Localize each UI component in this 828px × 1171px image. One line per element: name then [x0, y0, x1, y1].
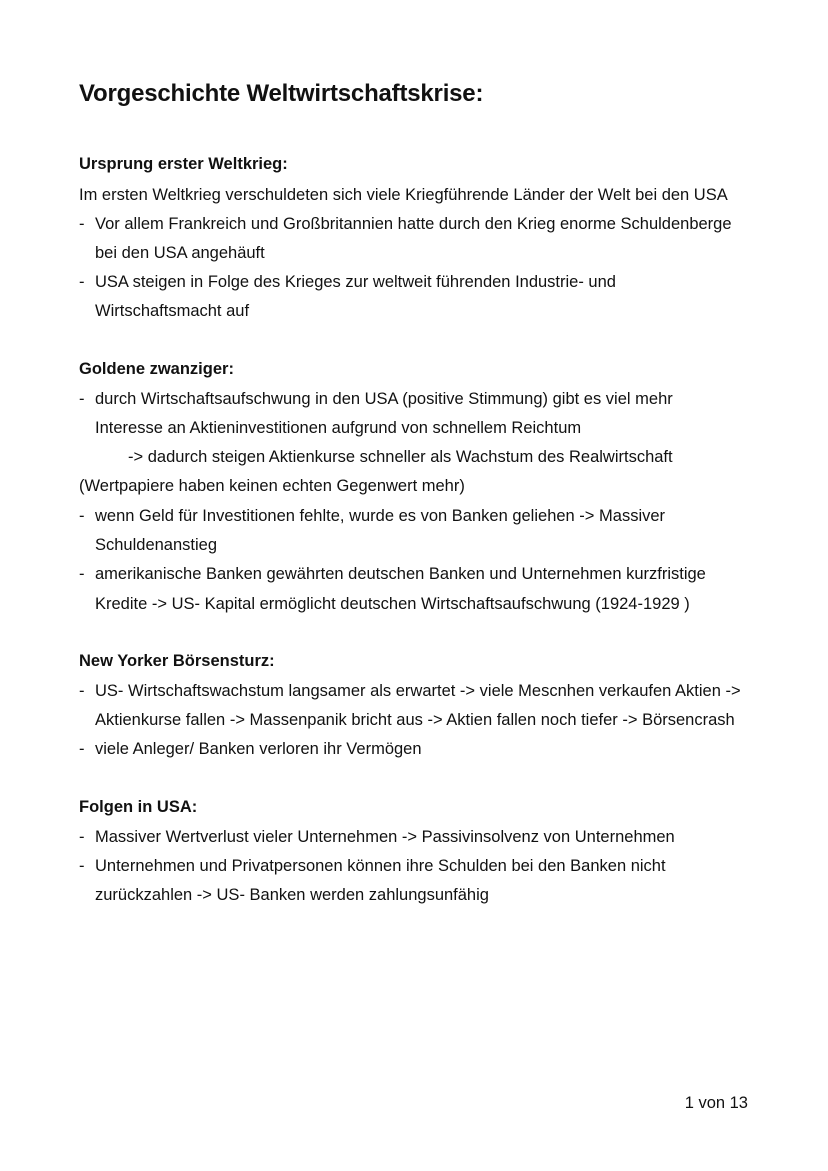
bullet-text: amerikanische Banken gewährten deutschen Banken und Unternehmen kurzfristige [95, 565, 706, 583]
bullet-marker: - [79, 828, 85, 846]
bullet-text-cont: zurückzahlen -> US- Banken werden zahlungsunfähig [95, 886, 489, 904]
bullet-marker: - [79, 215, 85, 233]
bullet-text: Unternehmen und Privatpersonen können ihre Schulden bei den Banken nicht [95, 857, 666, 875]
bullet-marker: - [79, 273, 85, 291]
section-heading-folgen-usa: Folgen in USA: [79, 798, 198, 816]
section-intro: Im ersten Weltkrieg verschuldeten sich viele Kriegführende Länder der Welt bei den USA [79, 186, 728, 204]
bullet-text-cont: Aktienkurse fallen -> Massenpanik bricht aus -> Aktien fallen noch tiefer -> Börsencrash [95, 711, 735, 729]
bullet-text-cont: Kredite -> US- Kapital ermöglicht deutschen Wirtschaftsaufschwung (1924-1929 ) [95, 595, 690, 613]
bullet-text: Vor allem Frankreich und Großbritannien hatte durch den Krieg enorme Schuldenberge [95, 215, 732, 233]
section-heading-ursprung: Ursprung erster Weltkrieg: [79, 155, 288, 173]
bullet-marker: - [79, 390, 85, 408]
parenthetical-note: (Wertpapiere haben keinen echten Gegenwert mehr) [79, 477, 465, 495]
bullet-text: USA steigen in Folge des Krieges zur weltweit führenden Industrie- und [95, 273, 616, 291]
bullet-text: Massiver Wertverlust vieler Unternehmen -> Passivinsolvenz von Unternehmen [95, 828, 675, 846]
bullet-text: viele Anleger/ Banken verloren ihr Vermögen [95, 740, 422, 758]
bullet-text-cont: Interesse an Aktieninvestitionen aufgrund von schnellem Reichtum [95, 419, 582, 437]
bullet-marker: - [79, 565, 85, 583]
page-title: Vorgeschichte Weltwirtschaftskrise: [79, 80, 484, 107]
bullet-text: US- Wirtschaftswachstum langsamer als erwartet -> viele Mescnhen verkaufen Aktien -> [95, 682, 741, 700]
section-heading-boersensturz: New Yorker Börsensturz: [79, 652, 275, 670]
bullet-text: wenn Geld für Investitionen fehlte, wurde es von Banken geliehen -> Massiver [95, 507, 666, 525]
bullet-text: durch Wirtschaftsaufschwung in den USA (positive Stimmung) gibt es viel mehr [95, 390, 673, 408]
bullet-marker: - [79, 857, 85, 875]
bullet-text-cont: bei den USA angehäuft [95, 244, 265, 262]
bullet-marker: - [79, 682, 85, 700]
bullet-text-cont: Wirtschaftsmacht auf [95, 302, 250, 320]
bullet-marker: - [79, 507, 85, 525]
indented-note: -> dadurch steigen Aktienkurse schneller als Wachstum des Realwirtschaft [128, 448, 673, 466]
bullet-text-cont: Schuldenanstieg [95, 536, 218, 554]
page-number: 1 von 13 [684, 1094, 748, 1112]
bullet-marker: - [79, 740, 85, 758]
section-heading-goldene-zwanziger: Goldene zwanziger: [79, 360, 234, 378]
